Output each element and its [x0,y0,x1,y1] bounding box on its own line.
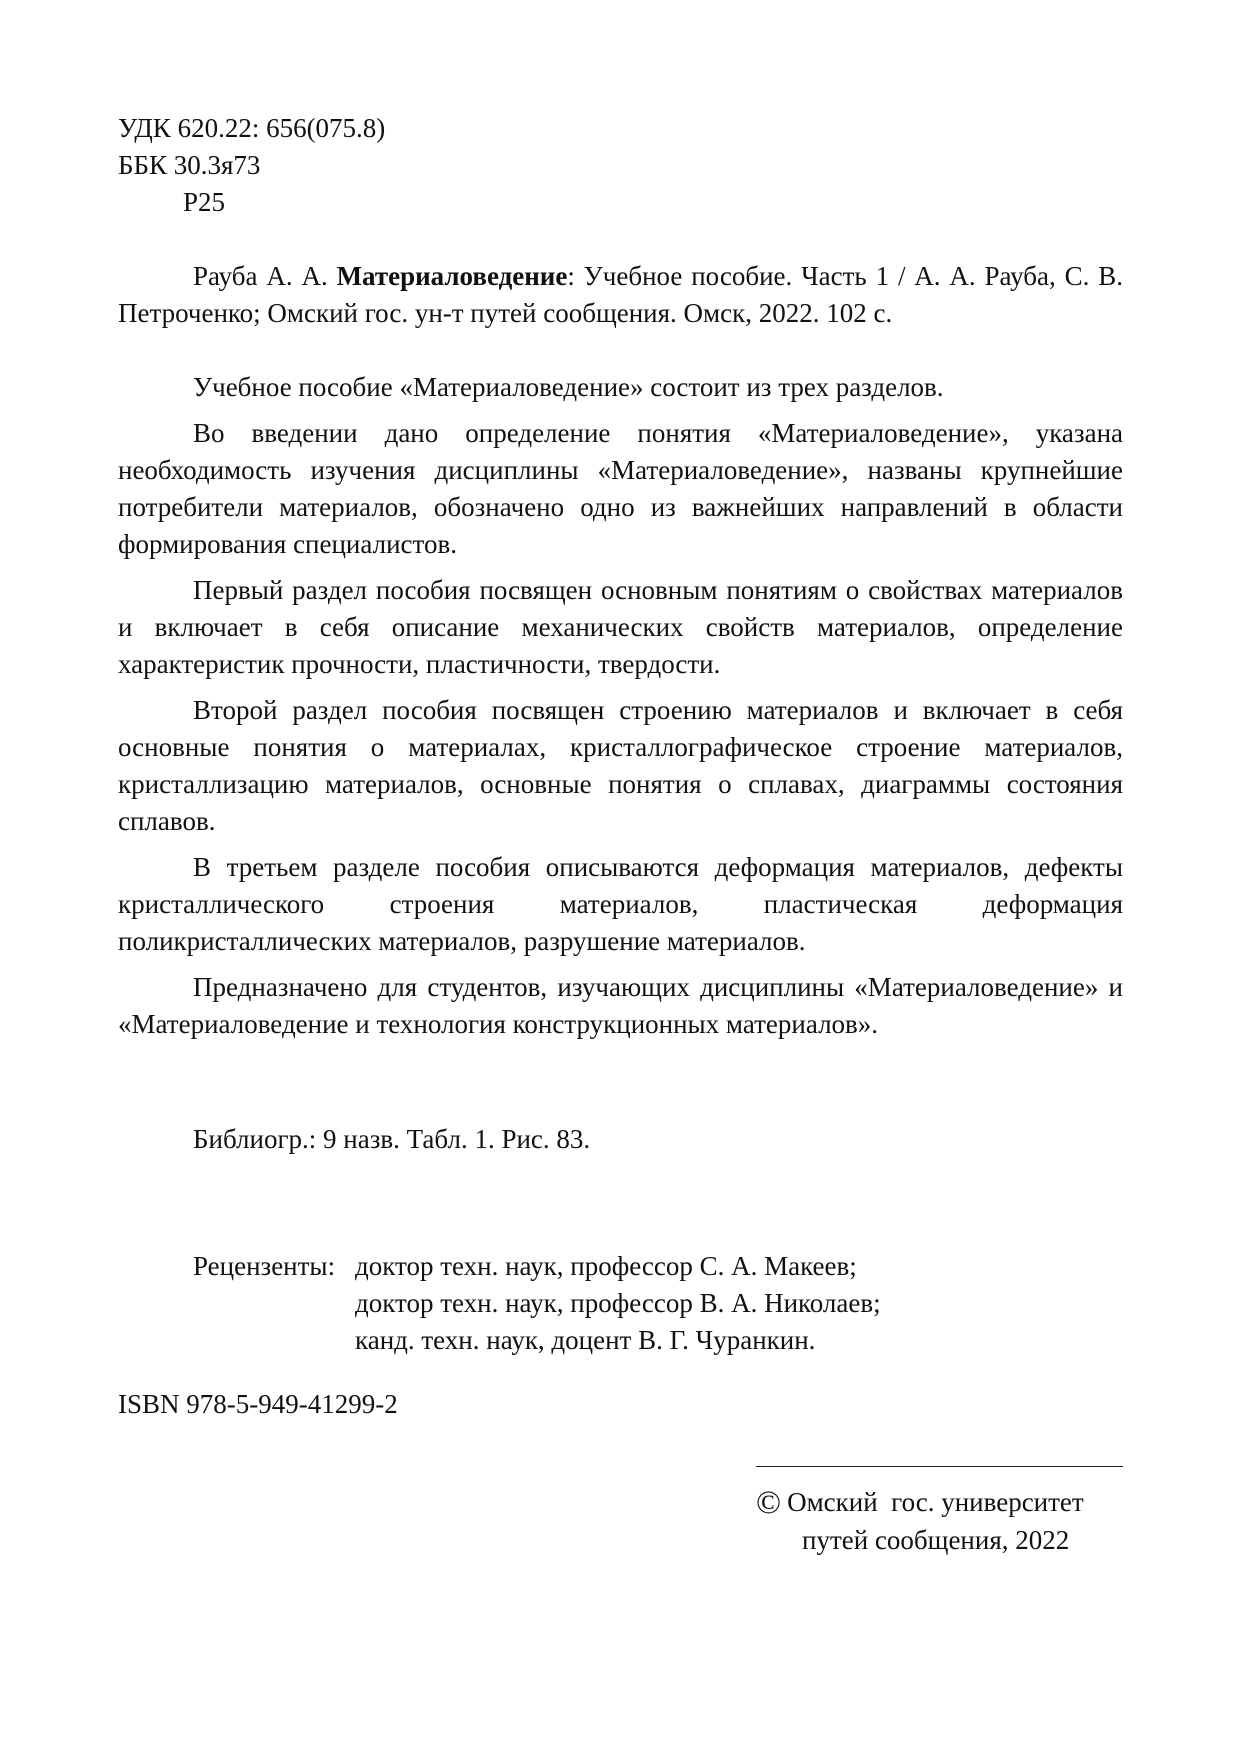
annotation-paragraph: В третьем разделе пособия описываются деформация материалов, дефекты кристаллического строения материалов, пластическая деформация поликристаллических материалов, разрушение материалов. [118,852,1123,956]
copyright-line1: Омский гос. университет [787,1487,1084,1517]
bbk-code: ББК 30.3я73 [118,150,261,180]
reviewers-label: Рецензенты: [193,1251,336,1281]
annotation-paragraph: Во введении дано определение понятия «Материаловедение», указана необходимость изучения дисциплины «Материаловедение», названы крупнейшие потребители материалов, обозначено одно из важнейших направлений в области формирования специалистов. [118,418,1123,559]
reviewer-item: доктор техн. наук, профессор В. А. Николаев; [355,1288,881,1318]
author-mark: Р25 [183,187,226,217]
bibliography-note-text: Библиогр.: 9 назв. Табл. 1. Рис. 83. [193,1124,591,1154]
copyright-notice [756,1484,1126,1559]
bibliographic-description-text [118,258,1123,332]
annotation-paragraph: Второй раздел пособия посвящен строению материалов и включает в себя основные понятия о материалах, кристаллографическое строение материалов, кристаллизацию материалов, основные понятия о сплавах, диаграммы состояния сплавов. [118,695,1123,836]
annotation-paragraph: Первый раздел пособия посвящен основным понятиям о свойствах материалов и включает в себя описание механических свойств материалов, определение характеристик прочности, пластичности, твердости. [118,575,1123,679]
reviewers [193,1248,1123,1359]
copyright-divider [756,1466,1123,1467]
reviewer-item: доктор техн. наук, профессор С. А. Макеев; [355,1251,857,1281]
bibliographic-description [118,258,1123,332]
copyright-line2: путей сообщения, 2022 [802,1525,1070,1555]
annotation-paragraph: Предназначено для студентов, изучающих дисциплины «Материаловедение» и «Материаловедение и технология конструкционных материалов». [118,972,1123,1039]
reviewer-row [193,1248,1123,1285]
bib-author-lead: Рауба А. А. [193,261,337,291]
annotation [118,369,1123,1052]
classification-codes [118,110,1123,221]
bib-title: Материаловедение [336,261,568,291]
isbn: ISBN 978-5-949-41299-2 [118,1389,398,1419]
annotation-paragraph: Учебное пособие «Материаловедение» состоит из трех разделов. [193,372,944,402]
copyright-icon: © [756,1485,782,1521]
udk-code: УДК 620.22: 656(075.8) [118,113,386,143]
bibliography-note [118,1121,1123,1158]
bib-rest: : Учебное пособие. Часть 1 / А. А. Рауба, С. В. Петроченко; Омский гос. ун-т путей сообщения. Омск, 2022. 102 с. [118,261,1123,328]
reviewer-item: канд. техн. наук, доцент В. Г. Чуранкин. [355,1325,816,1355]
